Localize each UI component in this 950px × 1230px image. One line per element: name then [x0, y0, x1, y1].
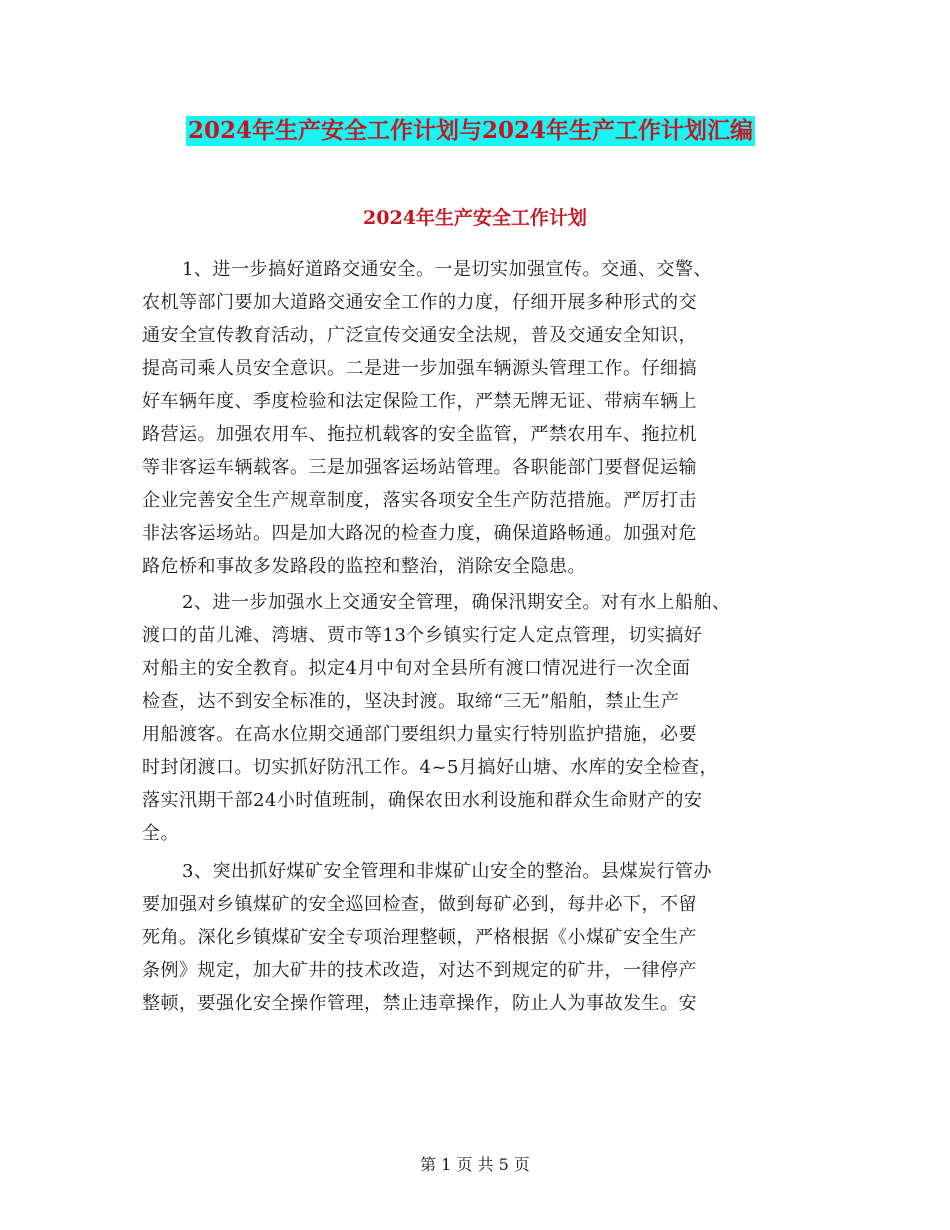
text-line: 3、突出抓好煤矿安全管理和非煤矿山安全的整治。县煤炭行管办 — [182, 861, 712, 882]
document-title: 2024年生产安全工作计划与2024年生产工作计划汇编 — [188, 117, 754, 144]
text-line: 整顿，要强化安全操作管理，禁止违章操作，防止人为事故发生。安 — [142, 993, 697, 1014]
text-line: 时封闭渡口。切实抓好防汛工作。4~5月搞好山塘、水库的安全检查， — [142, 757, 718, 778]
text-line: 提高司乘人员安全意识。二是进一步加强车辆源头管理工作。仔细搞 — [142, 358, 697, 379]
text-line: 条例》规定，加大矿井的技术改造，对达不到规定的矿井，一律停产 — [142, 960, 697, 981]
text-line: 全。 — [142, 823, 179, 844]
text-line: 等非客运车辆载客。三是加强客运场站管理。各职能部门要督促运输 — [142, 457, 697, 478]
text-line: 检查，达不到安全标准的，坚决封渡。取缔“三无”船舶，禁止生产 — [142, 691, 680, 712]
text-line: 用船渡客。在高水位期交通部门要组织力量实行特别监护措施，必要 — [142, 724, 697, 745]
page-footer: 第 1 页 共 5 页 — [420, 1155, 530, 1174]
text-line: 农机等部门要加大道路交通安全工作的力度，仔细开展多种形式的交 — [142, 292, 697, 313]
text-line: 企业完善安全生产规章制度，落实各项安全生产防范措施。严厉打击 — [142, 490, 697, 511]
text-line: 通安全宣传教育活动，广泛宣传交通安全法规，普及交通安全知识， — [142, 325, 697, 346]
text-line: 路危桥和事故多发路段的监控和整治，消除安全隐患。 — [142, 556, 586, 577]
text-line: 渡口的苗儿滩、湾塘、贾市等13个乡镇实行定人定点管理，切实搞好 — [142, 625, 703, 646]
text-line: 好车辆年度、季度检验和法定保险工作，严禁无牌无证、带病车辆上 — [142, 391, 697, 412]
text-line: 路营运。加强农用车、拖拉机载客的安全监管，严禁农用车、拖拉机 — [142, 424, 697, 445]
text-line: 非法客运场站。四是加大路况的检查力度，确保道路畅通。加强对危 — [142, 523, 697, 544]
text-line: 要加强对乡镇煤矿的安全巡回检查，做到每矿必到，每井必下，不留 — [142, 894, 697, 915]
text-line: 死角。深化乡镇煤矿安全专项治理整顿，严格根据《小煤矿安全生产 — [142, 927, 697, 948]
text-line: 对船主的安全教育。拟定4月中旬对全县所有渡口情况进行一次全面 — [142, 658, 691, 679]
text-line: 落实汛期干部24小时值班制，确保农田水利设施和群众生命财产的安 — [142, 790, 703, 811]
section-title: 2024年生产安全工作计划 — [363, 207, 587, 229]
text-line: 2、进一步加强水上交通安全管理，确保汛期安全。对有水上船舶、 — [182, 592, 731, 613]
text-line: 1、进一步搞好道路交通安全。一是切实加强宣传。交通、交警、 — [182, 259, 712, 280]
